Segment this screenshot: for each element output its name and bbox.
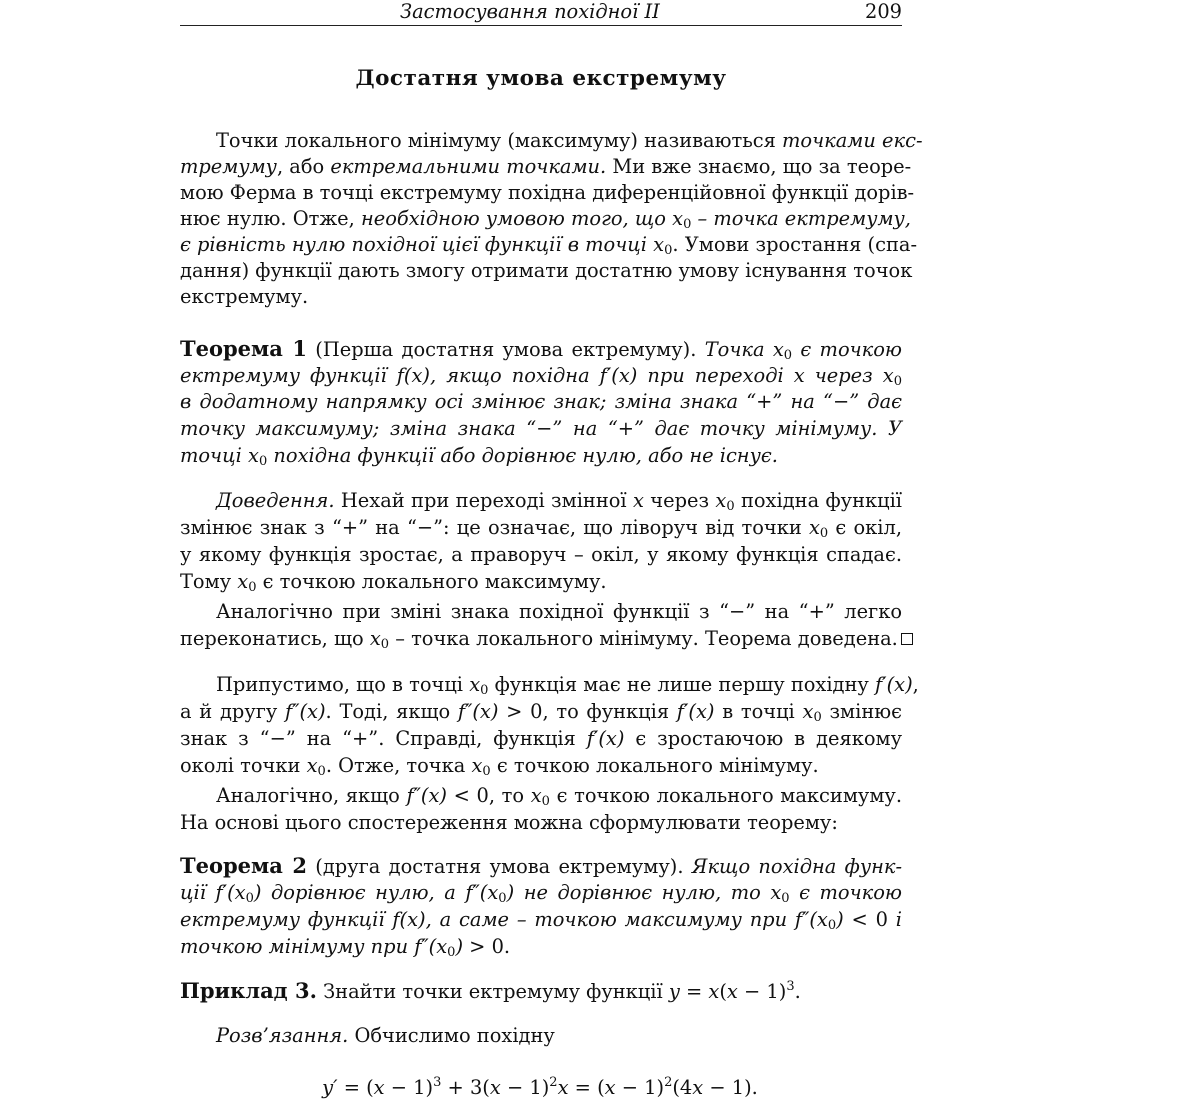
text-run: дання) функції дають змогу отримати достатню умову існування точок: [180, 259, 913, 282]
math-subscript: 0: [781, 891, 790, 906]
math-symbol: f′(x): [875, 673, 913, 696]
text-run: є точкою локального максимуму.: [549, 784, 902, 807]
page-number: 209: [864, 0, 902, 23]
theorem2-line: [180, 907, 902, 933]
math-symbol: x: [726, 980, 738, 1003]
italic-text: не дорівнює нулю, то: [514, 881, 771, 904]
text-run: > 0.: [463, 935, 511, 958]
text-run: переконатись, що: [180, 627, 370, 650]
math-symbol: f′(x): [676, 700, 715, 723]
qed-square-icon: [901, 633, 913, 645]
p1-line: [180, 128, 923, 154]
text-run: = (: [337, 1076, 374, 1099]
text-run: .: [794, 980, 801, 1003]
text-run: (Перша достатня умова ектремуму).: [306, 338, 705, 361]
math-superscript: 3: [433, 1075, 442, 1090]
text-run: є точкою локального максимуму.: [256, 570, 607, 593]
text-run: ,: [912, 673, 919, 696]
theorem2-line: [180, 853, 902, 880]
theorem2-line: [180, 934, 902, 960]
math-symbol: f(x): [392, 908, 426, 931]
math-subscript: 0: [783, 348, 793, 363]
theorem1-line: [180, 416, 902, 442]
text-run: = (: [568, 1076, 605, 1099]
math-symbol: x: [604, 1076, 616, 1099]
math-subscript: 0: [380, 637, 390, 652]
math-subscript: 0: [726, 499, 735, 514]
p2-line: [180, 726, 902, 752]
theorem2-line: [180, 880, 902, 906]
math-subscript: 0: [447, 945, 456, 960]
math-symbol: f″(x): [285, 700, 326, 723]
text-run: − 1): [615, 1076, 665, 1099]
math-symbol: x: [471, 754, 483, 777]
text-run: Нехай при переході змінної: [334, 489, 633, 512]
italic-text: точці: [180, 444, 249, 467]
math-subscript: 0: [482, 764, 491, 779]
italic-text: через: [804, 364, 883, 387]
text-run: (: [719, 980, 727, 1003]
text-run: − 1): [737, 980, 787, 1003]
text-run: . Отже, точка: [325, 754, 472, 777]
text-run: На основі цього спостереження можна сформулювати теорему:: [180, 811, 838, 834]
math-symbol: f″(x: [794, 908, 828, 931]
text-run: . Умови зростання (спа-: [672, 233, 918, 256]
math-symbol: x: [793, 364, 805, 387]
text-run: у якому функція зростає, а праворуч – окіл, у якому функція спадає.: [180, 543, 902, 566]
math-symbol: x: [708, 980, 720, 1003]
math-symbol: x: [469, 673, 481, 696]
text-run: знак з “−” на “+”. Справді, функція: [180, 727, 587, 750]
bold-heading: Теорема 2: [180, 853, 307, 878]
italic-text: є рівність нулю похідної цієї функції в точці: [180, 233, 654, 256]
p2-line: [180, 699, 902, 725]
math-subscript: 0: [245, 891, 254, 906]
text-run: < 0: [843, 908, 896, 931]
text-run: – точка локального мінімуму. Теорема доведена.: [389, 627, 898, 650]
text-run: Обчислимо похідну: [348, 1024, 555, 1047]
italic-text: і: [895, 908, 902, 931]
math-subscript: 0: [541, 794, 550, 809]
italic-text: – точка ектремуму,: [691, 207, 911, 230]
text-run: + 3(: [441, 1076, 490, 1099]
text-run: − 1).: [703, 1076, 758, 1099]
p1-line: [180, 180, 915, 206]
math-symbol: x: [692, 1076, 704, 1099]
text-run: (друга достатня умова ектремуму).: [306, 855, 692, 878]
text-run: , або: [276, 155, 331, 178]
italic-text: є точкою: [792, 338, 903, 361]
math-symbol: y: [668, 980, 680, 1003]
p2-line: [180, 783, 902, 809]
text-run: є зростаючою в деякому: [624, 727, 902, 750]
math-subscript: 0: [819, 526, 829, 541]
text-run: − 1): [500, 1076, 550, 1099]
bold-heading: Теорема 1: [180, 336, 307, 361]
running-header: [180, 0, 902, 26]
math-symbol: x: [373, 1076, 385, 1099]
text-run: < 0, то: [446, 784, 531, 807]
math-symbol: f″(x): [406, 784, 447, 807]
italic-text: ектремальними точками.: [330, 155, 607, 178]
bold-heading: Приклад 3.: [180, 978, 317, 1003]
math-subscript: 0: [813, 710, 822, 725]
math-symbol: x: [530, 784, 542, 807]
italic-text: точкою мінімуму при: [180, 935, 415, 958]
math-symbol: x: [653, 233, 665, 256]
math-symbol: ): [836, 908, 844, 931]
text-run: а й другу: [180, 700, 286, 723]
math-symbol: f″(x: [465, 881, 499, 904]
text-run: змінює знак з “+” на “−”: це означає, що ліворуч від точки: [180, 516, 809, 539]
p2-line: [180, 753, 902, 779]
italic-text: Якщо похідна функ-: [691, 855, 903, 878]
italic-text: Точка: [704, 338, 773, 361]
math-symbol: x: [715, 489, 727, 512]
math-symbol: ): [253, 881, 262, 904]
display-equation: [320, 1076, 760, 1099]
italic-text: ції: [180, 881, 216, 904]
math-subscript: 0: [827, 918, 837, 933]
italic-text: Доведення.: [216, 489, 335, 512]
text-run: =: [679, 980, 709, 1003]
italic-text: похідна функції або дорівнює нулю, або не існує.: [267, 444, 778, 467]
math-subscript: 0: [893, 374, 902, 389]
text-run: мою Ферма в точці екстремуму похідна диференційовної функції дорів-: [180, 181, 915, 204]
math-symbol: x: [369, 627, 381, 650]
math-symbol: x: [772, 338, 784, 361]
math-symbol: x: [632, 489, 644, 512]
text-run: Точки локального мінімуму (максимуму) називаються: [216, 129, 783, 152]
text-run: в точці: [714, 700, 803, 723]
math-superscript: 2: [549, 1075, 558, 1090]
p1-line: [180, 206, 911, 232]
p2-line: [180, 810, 902, 836]
p2-line: [180, 672, 919, 698]
math-symbol: f″(x): [457, 700, 499, 723]
math-symbol: f″(x: [414, 935, 448, 958]
text-run: є точкою локального мінімуму.: [490, 754, 819, 777]
text-run: є окіл,: [828, 516, 902, 539]
text-run: через: [643, 489, 716, 512]
p1-line: [180, 232, 918, 258]
text-run: Припустимо, що в точці: [216, 673, 470, 696]
proof-line: [180, 599, 902, 625]
text-run: екстремуму.: [180, 285, 309, 308]
math-subscript: 0: [498, 891, 507, 906]
math-symbol: f′(x): [599, 364, 638, 387]
math-subscript: 0: [258, 454, 268, 469]
p1-line: [180, 258, 913, 284]
math-symbol: x: [557, 1076, 569, 1099]
math-symbol: f′(x: [215, 881, 246, 904]
italic-text: дорівнює нулю, а: [261, 881, 466, 904]
math-symbol: x: [802, 700, 814, 723]
math-symbol: ): [455, 935, 464, 958]
text-run: Знайти точки ектремуму функції: [316, 980, 669, 1003]
proof-line: [180, 542, 902, 568]
text-run: похідна функції: [734, 489, 902, 512]
italic-text: необхідною умовою того, що: [360, 207, 673, 230]
math-subscript: 0: [683, 217, 692, 232]
text-run: змінює: [821, 700, 902, 723]
math-symbol: x: [882, 364, 894, 387]
italic-text: при переході: [637, 364, 794, 387]
theorem1-line: [180, 389, 902, 415]
text-run: − 1): [384, 1076, 434, 1099]
p1-line: [180, 284, 902, 310]
proof-line: [180, 569, 902, 595]
math-subscript: 0: [248, 580, 257, 595]
math-symbol: x: [237, 570, 249, 593]
math-symbol: y′: [322, 1076, 338, 1099]
math-subscript: 0: [317, 764, 326, 779]
solution-line: [180, 1023, 902, 1049]
math-symbol: f′(x): [586, 727, 625, 750]
italic-text: Розв’язання.: [216, 1024, 349, 1047]
theorem1-line: [180, 443, 902, 469]
theorem1-line: [180, 336, 902, 363]
proof-line: [180, 488, 902, 514]
text-run: Аналогічно, якщо: [216, 784, 407, 807]
text-run: Ми вже знаємо, що за теоре-: [606, 155, 912, 178]
text-run: . Тоді, якщо: [325, 700, 458, 723]
italic-text: в додатному напрямку осі змінює знак; зміна знака “+” на “−” дає: [180, 390, 902, 413]
theorem1-line: [180, 363, 902, 389]
text-run: Аналогічно при зміні знака похідної функції з “−” на “+” легко: [216, 600, 902, 623]
text-run: околі точки: [180, 754, 307, 777]
math-subscript: 0: [480, 683, 489, 698]
italic-text: точку максимуму; зміна знака “−” на “+” дає точку мінімуму. У: [180, 417, 902, 440]
italic-text: тремуму: [180, 155, 277, 178]
math-symbol: x: [770, 881, 782, 904]
math-symbol: x: [489, 1076, 501, 1099]
italic-text: ектремуму функції: [180, 364, 397, 387]
math-symbol: x: [248, 444, 259, 467]
text-run: нює нулю. Отже,: [180, 207, 361, 230]
math-symbol: x: [808, 516, 820, 539]
section-title: Достатня умова екстремуму: [355, 66, 727, 91]
header-title: Застосування похідної II: [400, 0, 660, 23]
text-run: функція має не лише першу похідну: [488, 673, 875, 696]
italic-text: , якщо похідна: [430, 364, 600, 387]
text-run: (4: [672, 1076, 693, 1099]
proof-line: [180, 515, 902, 541]
math-superscript: 2: [664, 1075, 673, 1090]
italic-text: точками екс-: [782, 129, 923, 152]
text-run: > 0, то функція: [498, 700, 677, 723]
text-run: Тому: [180, 570, 238, 593]
example3-line: [180, 978, 902, 1005]
math-symbol: x: [672, 207, 684, 230]
math-symbol: x: [306, 754, 318, 777]
italic-text: , а саме – точкою максимуму при: [425, 908, 795, 931]
italic-text: є точкою: [789, 881, 902, 904]
p1-line: [180, 154, 912, 180]
math-subscript: 0: [664, 243, 673, 258]
proof-line: [180, 626, 902, 652]
math-symbol: ): [506, 881, 515, 904]
math-symbol: f(x): [396, 364, 430, 387]
italic-text: ектремуму функції: [180, 908, 393, 931]
math-superscript: 3: [786, 979, 795, 994]
